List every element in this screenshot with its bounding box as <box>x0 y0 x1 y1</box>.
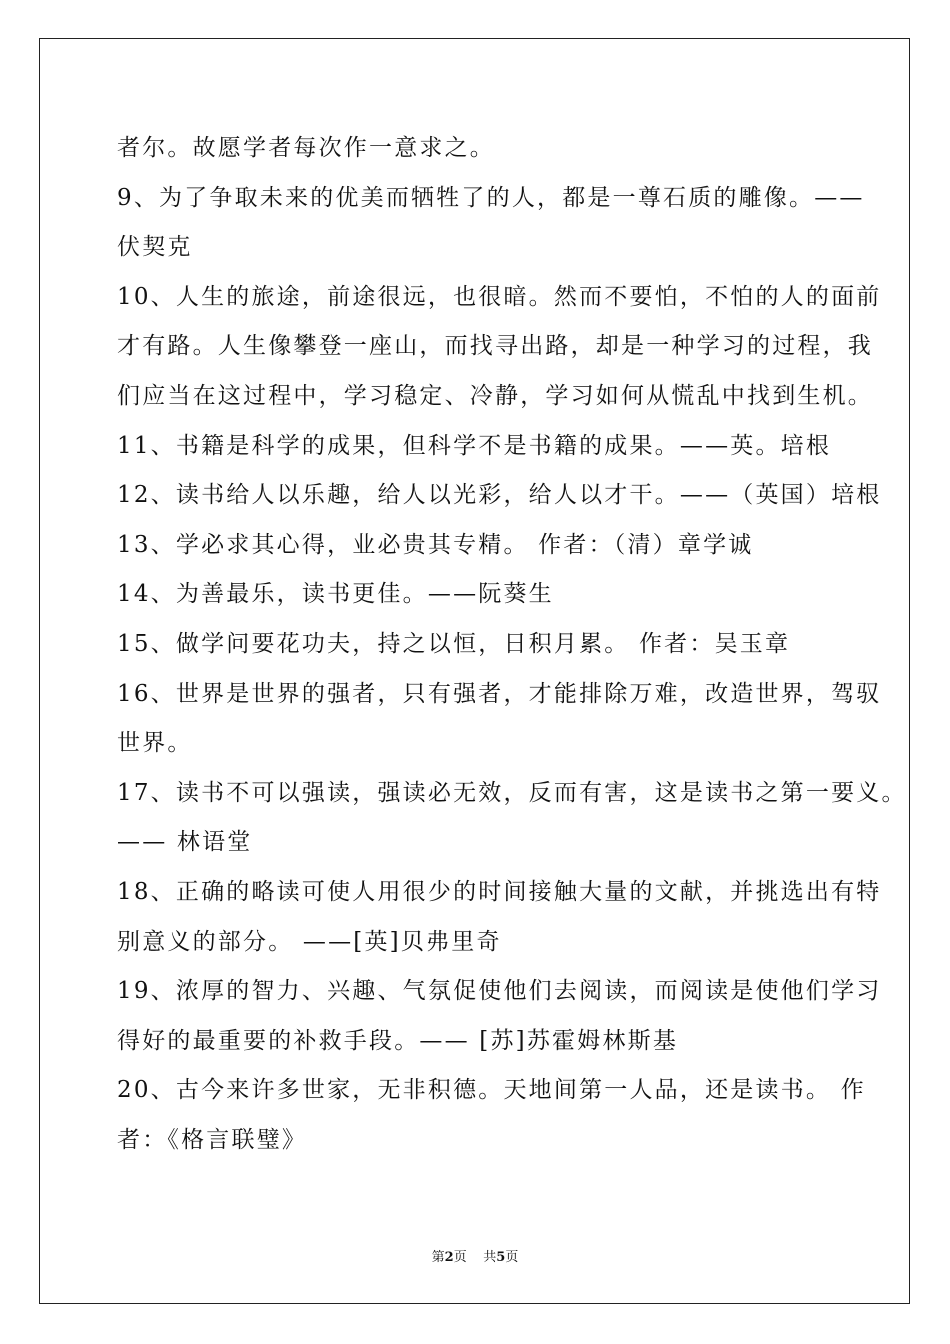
page-number: 2 <box>444 1250 454 1265</box>
text-line: 9、为了争取未来的优美而牺牲了的人，都是一尊石质的雕像。—— <box>117 184 865 211</box>
text-line: 19、浓厚的智力、兴趣、气氛促使他们去阅读，而阅读是使他们学习 <box>117 978 882 1005</box>
text-line: 11、书籍是科学的成果，但科学不是书籍的成果。——英。培根 <box>117 432 832 459</box>
text-line: 才有路。人生像攀登一座山，而找寻出路，却是一种学习的过程，我 <box>117 333 873 360</box>
page-suffix: 页 <box>453 1250 467 1265</box>
text-line: 12、读书给人以乐趣，给人以光彩，给人以才干。——（英国）培根 <box>117 482 882 509</box>
text-line: 10、人生的旅途，前途很远，也很暗。然而不要怕，不怕的人的面前 <box>117 283 882 310</box>
total-suffix: 页 <box>505 1250 519 1265</box>
text-line: 16、世界是世界的强者，只有强者，才能排除万难，改造世界，驾驭 <box>117 680 882 707</box>
page-footer <box>0 1246 950 1265</box>
text-line: 13、学必求其心得，业必贵其专精。 作者：（清）章学诚 <box>117 531 754 558</box>
text-line: 18、正确的略读可使人用很少的时间接触大量的文献，并挑选出有特 <box>117 878 882 905</box>
text-line: 20、古今来许多世家，无非积德。天地间第一人品，还是读书。 作 <box>117 1077 866 1104</box>
text-line: 者尔。故愿学者每次作一意求之。 <box>117 135 495 161</box>
total-prefix: 共 <box>483 1250 497 1265</box>
document-body <box>117 124 907 1165</box>
text-line: 伏契克 <box>117 234 193 261</box>
page-prefix: 第 <box>431 1250 445 1265</box>
text-line: 世界。 <box>117 730 193 757</box>
total-pages: 5 <box>496 1250 506 1265</box>
text-line: 14、为善最乐，读书更佳。——阮葵生 <box>117 581 554 608</box>
text-line: 者：《格言联璧》 <box>117 1126 308 1153</box>
text-line: 17、读书不可以强读，强读必无效，反而有害，这是读书之第一要义。 <box>117 779 907 806</box>
text-line: 别意义的部分。 ——[英]贝弗里奇 <box>117 928 502 955</box>
text-line: 得好的最重要的补救手段。—— [苏]苏霍姆林斯基 <box>117 1027 679 1054</box>
text-line: —— 林语堂 <box>117 829 253 856</box>
text-line: 们应当在这过程中，学习稳定、冷静，学习如何从慌乱中找到生机。 <box>117 382 873 409</box>
text-line: 15、做学问要花功夫，持之以恒，日积月累。 作者：吴玉章 <box>117 630 791 657</box>
